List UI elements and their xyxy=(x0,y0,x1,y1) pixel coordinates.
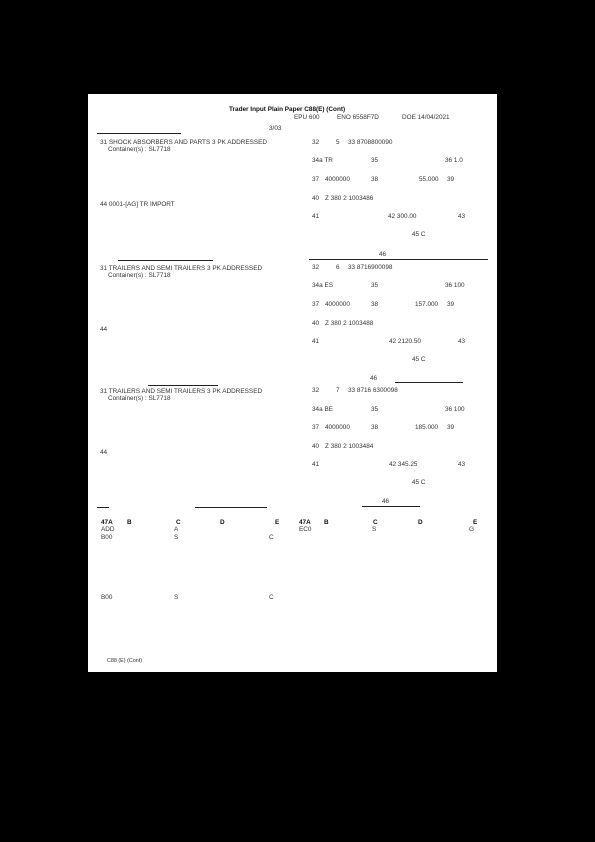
box45-value: 45 C xyxy=(412,479,426,486)
item-number: 6 xyxy=(336,264,340,271)
box47-label: 47A xyxy=(299,519,311,526)
box44-text: 44 0001-[AG] TR IMPORT xyxy=(100,201,175,208)
box36-value: 36 100 xyxy=(445,406,465,413)
box43-label: 43 xyxy=(458,213,466,220)
doe-field: DOE 14/04/2021 xyxy=(402,114,450,121)
form-page xyxy=(88,94,497,672)
tax-a-value: A xyxy=(174,526,179,533)
box40-label: 40 xyxy=(312,443,320,450)
box44-text: 44 xyxy=(100,326,108,333)
box37-label: 37 xyxy=(312,176,320,183)
form-code: C88 (E) (Cont) xyxy=(107,658,143,664)
previous-document: Z 380 2 1003486 xyxy=(325,195,374,202)
tax-e-value: C xyxy=(269,534,274,541)
box36-value: 36 100 xyxy=(445,282,465,289)
box45-value: 45 C xyxy=(412,356,426,363)
net-mass: 185.000 xyxy=(415,424,439,431)
box39-label: 39 xyxy=(447,176,455,183)
box40-label: 40 xyxy=(312,320,320,327)
box32-label: 32 xyxy=(312,387,320,394)
item-price: 42 345.25 xyxy=(389,461,418,468)
page-number: 3/03 xyxy=(269,125,282,132)
box46-label: 46 xyxy=(379,251,387,258)
tax-method: S xyxy=(174,534,179,541)
box32-label: 32 xyxy=(312,139,320,146)
col-d-header: D xyxy=(418,519,423,526)
box35-label: 35 xyxy=(371,282,379,289)
commodity-code: 33 8708800090 xyxy=(348,139,393,146)
box43-label: 43 xyxy=(458,461,466,468)
tax-type-label: EC0 xyxy=(299,526,312,533)
box40-label: 40 xyxy=(312,195,320,202)
eno-field: ENO 6558F7D xyxy=(337,114,379,121)
box32-label: 32 xyxy=(312,264,320,271)
box41-label: 41 xyxy=(312,461,320,468)
col-c-header: C xyxy=(176,519,181,526)
item-price: 42 300.00 xyxy=(388,213,417,220)
box41-label: 41 xyxy=(312,213,320,220)
description-line: 31 SHOCK ABSORBERS AND PARTS 3 PK ADDRESSED xyxy=(100,139,268,146)
col-c-header: C xyxy=(373,519,378,526)
box47-label: 47A xyxy=(101,519,113,526)
form-title: Trader Input Plain Paper C88(E) (Cont) xyxy=(229,106,346,113)
box43-label: 43 xyxy=(458,338,466,345)
commodity-code: 33 8716900098 xyxy=(348,264,393,271)
box39-label: 39 xyxy=(447,424,455,431)
tax-method: S xyxy=(174,594,179,601)
box35-label: 35 xyxy=(371,406,379,413)
item-number: 7 xyxy=(336,387,340,394)
description-line: 31 TRAILERS AND SEMI TRAILERS 3 PK ADDRESSED xyxy=(100,388,263,395)
box38-label: 38 xyxy=(371,176,379,183)
box45-value: 45 C xyxy=(412,231,426,238)
container-line: Container(s) : SL7718 xyxy=(108,395,171,402)
box41-label: 41 xyxy=(312,338,320,345)
tax-e-value: C xyxy=(269,594,274,601)
box38-label: 38 xyxy=(371,301,379,308)
tax-code: B00 xyxy=(101,534,113,541)
commodity-code: 33 8716 6300098 xyxy=(348,387,398,394)
col-b-header: B xyxy=(127,519,132,526)
net-mass: 157.000 xyxy=(415,301,439,308)
previous-document: Z 380 2 1003488 xyxy=(325,320,374,327)
item-number: 5 xyxy=(336,139,340,146)
item-rule xyxy=(148,385,218,386)
bottom-rule-mid xyxy=(195,507,267,508)
item-price: 42 2120.50 xyxy=(389,338,421,345)
box46-label: 46 xyxy=(370,375,378,382)
net-mass: 55.000 xyxy=(419,176,439,183)
origin-country: 34a ES xyxy=(312,282,333,289)
procedure-code: 4000000 xyxy=(325,301,350,308)
box37-label: 37 xyxy=(312,424,320,431)
col-d-header: D xyxy=(220,519,225,526)
procedure-code: 4000000 xyxy=(325,424,350,431)
item-rule xyxy=(118,260,213,261)
container-line: Container(s) : SL7718 xyxy=(108,272,171,279)
origin-country: 34a BE xyxy=(312,406,333,413)
item-divider xyxy=(362,506,420,507)
col-b-header: B xyxy=(324,519,329,526)
item-divider xyxy=(309,259,488,260)
container-line: Container(s) : SL7718 xyxy=(108,146,171,153)
tax-type-label: ADD xyxy=(101,526,115,533)
box35-label: 35 xyxy=(371,157,379,164)
box36-value: 36 1.0 xyxy=(445,157,463,164)
tax-e-value: G xyxy=(469,526,474,533)
procedure-code: 4000000 xyxy=(325,176,350,183)
previous-document: Z 380 2 1003484 xyxy=(325,443,374,450)
item-divider xyxy=(395,382,463,383)
epu-field: EPU 600 xyxy=(294,114,320,121)
col-e-header: E xyxy=(275,519,280,526)
col-e-header: E xyxy=(473,519,478,526)
box38-label: 38 xyxy=(371,424,379,431)
box37-label: 37 xyxy=(312,301,320,308)
header-rule xyxy=(97,133,181,134)
box44-text: 44 xyxy=(100,449,108,456)
box46-label: 46 xyxy=(382,498,390,505)
box39-label: 39 xyxy=(447,301,455,308)
origin-country: 34a TR xyxy=(312,157,333,164)
tax-method: S xyxy=(372,526,377,533)
bottom-rule-left xyxy=(97,507,109,508)
description-line: 31 TRAILERS AND SEMI TRAILERS 3 PK ADDRESSED xyxy=(100,265,263,272)
tax-code: B00 xyxy=(101,594,113,601)
